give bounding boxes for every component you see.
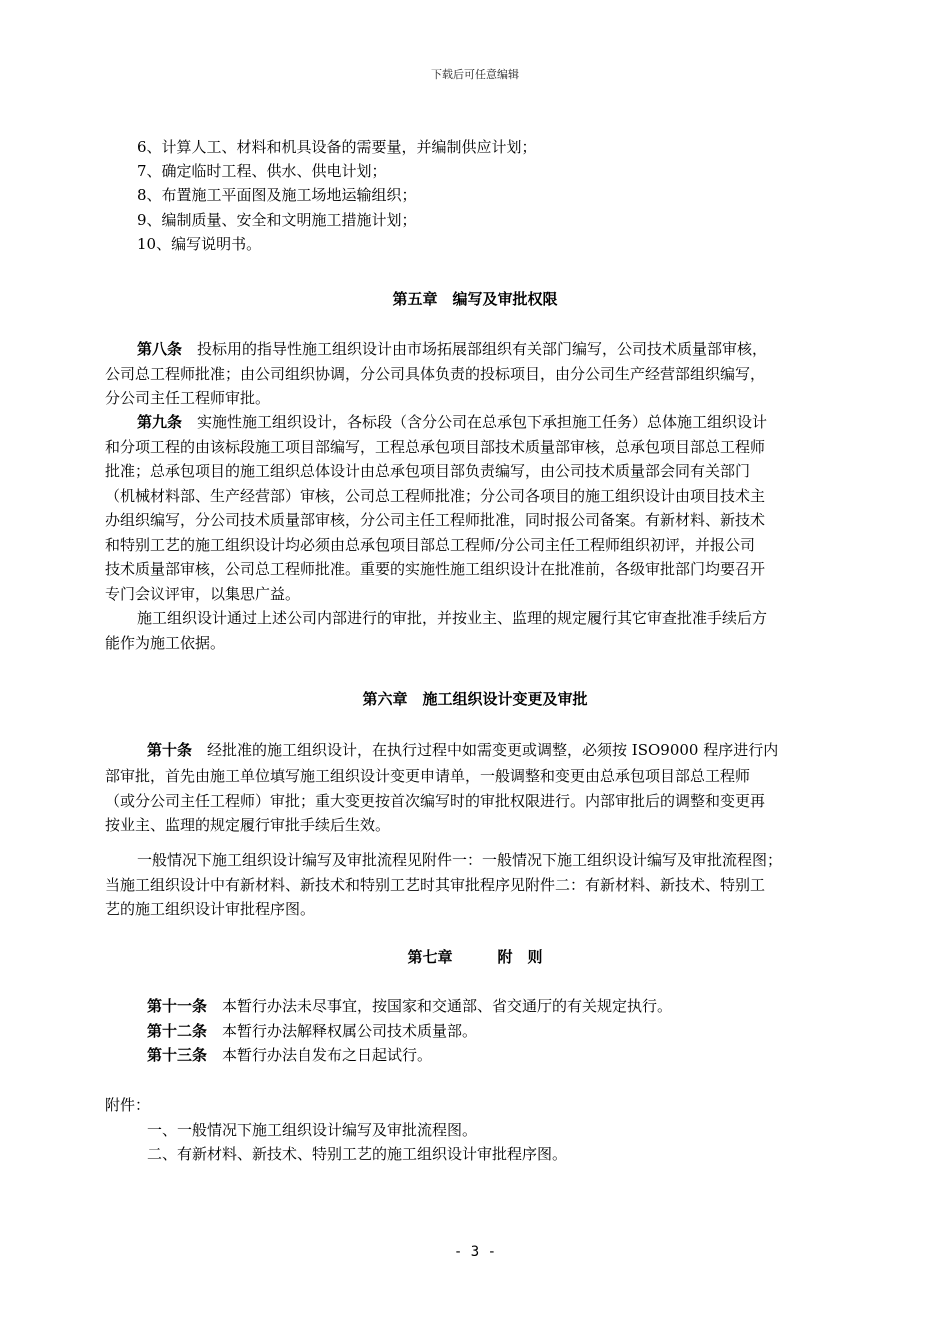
article-label: 第十一条 xyxy=(147,997,208,1015)
paragraph-line: 和特别工艺的施工组织设计均必须由总承包项目部总工程师/分公司主任工程师组织初评，并报公司 xyxy=(105,536,756,554)
paragraph-line: 批准；总承包项目的施工组织总体设计由总承包项目部负责编写，由公司技术质量部会同有关部门 xyxy=(105,462,751,480)
paragraph-line: 按业主、监理的规定履行审批手续后生效。 xyxy=(105,816,391,834)
paragraph-line: （或分公司主任工程师）审批；重大变更按首次编写时的审批权限进行。内部审批后的调整和变更再 xyxy=(105,792,766,810)
article-text: 实施性施工组织设计，各标段（含分公司在总承包下承担施工任务）总体施工组织设计 xyxy=(197,413,768,431)
attachment-item: 一、一般情况下施工组织设计编写及审批流程图。 xyxy=(147,1121,478,1139)
paragraph-line: 艺的施工组织设计审批程序图。 xyxy=(105,900,316,918)
attachment-item: 二、有新材料、新技术、特别工艺的施工组织设计审批程序图。 xyxy=(147,1145,568,1163)
article-label: 第十三条 xyxy=(147,1046,208,1064)
paragraph-line: 办组织编写，分公司技术质量部审核，分公司主任工程师批准，同时报公司备案。有新材料、新技术 xyxy=(105,511,766,529)
article-text: 投标用的指导性施工组织设计由市场拓展部组织有关部门编写，公司技术质量部审核， xyxy=(197,340,768,358)
list-item: 9、编制质量、安全和文明施工措施计划； xyxy=(137,211,417,229)
paragraph-line: 公司总工程师批准；由公司组织协调，分公司具体负责的投标项目，由分公司生产经营部组织编写， xyxy=(105,365,766,383)
chapter-heading: 第六章 施工组织设计变更及审批 xyxy=(362,690,588,708)
paragraph-line: 分公司主任工程师审批。 xyxy=(105,389,271,407)
article-line xyxy=(147,996,672,1016)
paragraph-line: 施工组织设计通过上述公司内部进行的审批，并按业主、监理的规定履行其它审查批准手续后方 xyxy=(137,609,768,627)
article-label: 第九条 xyxy=(137,413,183,431)
paragraph-line: 部审批，首先由施工单位填写施工组织设计变更申请单，一般调整和变更由总承包项目部总工程师 xyxy=(105,767,751,785)
chapter-heading: 第五章 编写及审批权限 xyxy=(392,290,558,308)
paragraph-line: 当施工组织设计中有新材料、新技术和特别工艺时其审批程序见附件二：有新材料、新技术、特别工 xyxy=(105,876,766,894)
list-item: 7、确定临时工程、供水、供电计划； xyxy=(137,162,387,180)
list-item: 6、计算人工、材料和机具设备的需要量，并编制供应计划； xyxy=(137,138,537,156)
paragraph-line: 技术质量部审核，公司总工程师批准。重要的实施性施工组织设计在批准前，各级审批部门均要召开 xyxy=(105,560,766,578)
paragraph-line: 和分项工程的由该标段施工项目部编写，工程总承包项目部技术质量部审核，总承包项目部总工程师 xyxy=(105,438,766,456)
article-10-first-line xyxy=(147,740,778,760)
article-text: 本暂行办法未尽事宜，按国家和交通部、省交通厅的有关规定执行。 xyxy=(222,997,673,1015)
article-label: 第十条 xyxy=(147,741,193,759)
article-text: 经批准的施工组织设计，在执行过程中如需变更或调整，必须按 ISO9000 程序进行内 xyxy=(207,741,779,759)
article-line xyxy=(147,1045,432,1065)
list-item: 8、布置施工平面图及施工场地运输组织； xyxy=(137,186,417,204)
article-9-first-line xyxy=(137,412,767,432)
paragraph-line: （机械材料部、生产经营部）审核，公司总工程师批准；分公司各项目的施工组织设计由项目技术主 xyxy=(105,487,766,505)
article-line xyxy=(147,1021,477,1041)
article-label: 第十二条 xyxy=(147,1022,208,1040)
article-8-first-line xyxy=(137,339,767,359)
list-item: 10、编写说明书。 xyxy=(137,235,262,253)
article-text: 本暂行办法解释权属公司技术质量部。 xyxy=(222,1022,478,1040)
article-text: 本暂行办法自发布之日起试行。 xyxy=(222,1046,433,1064)
paragraph-line: 能作为施工依据。 xyxy=(105,634,226,652)
page-number: - 3 - xyxy=(453,1244,497,1260)
paragraph-line: 专门会议评审，以集思广益。 xyxy=(105,585,301,603)
article-label: 第八条 xyxy=(137,340,183,358)
chapter-heading: 第七章 附 则 xyxy=(407,948,543,966)
page-header: 下载后可任意编辑 xyxy=(431,68,519,81)
attachments-label: 附件： xyxy=(105,1096,151,1114)
paragraph-line: 一般情况下施工组织设计编写及审批流程见附件一：一般情况下施工组织设计编写及审批流程图； xyxy=(137,851,783,869)
